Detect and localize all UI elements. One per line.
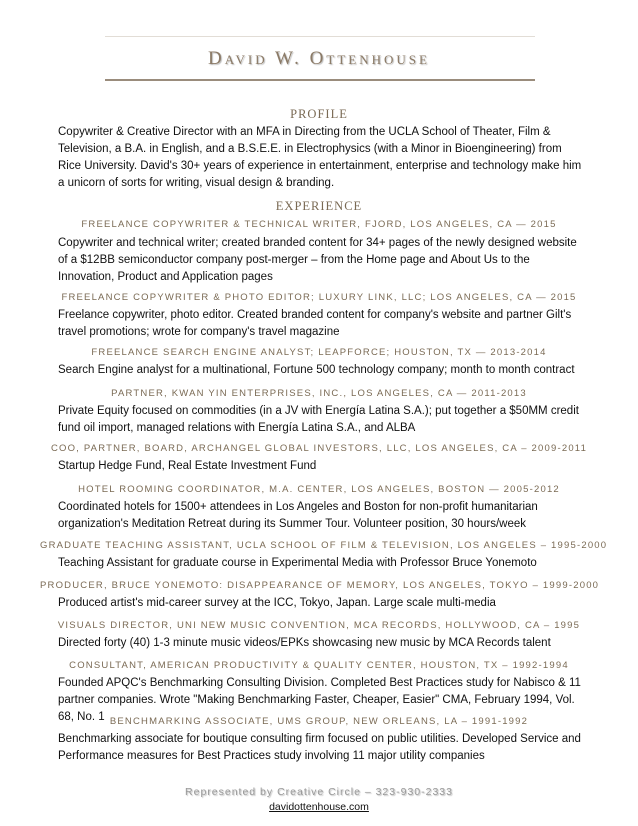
job-description: Teaching Assistant for graduate course in Experimental Media with Professor Bruce Yonemoto: [58, 557, 537, 569]
job-description: Search Engine analyst for a multinational, Fortune 500 technology company; month to month contract: [58, 364, 575, 376]
job-description: Produced artist's mid-career survey at the ICC, Tokyo, Japan. Large scale multi-media: [58, 597, 496, 609]
job-description: Copywriter and technical writer; created branded content for 34+ pages of the newly designed website of a $12BB semiconductor company post-merger – from the Home page and About Us to the Innovation, Product and Application pages: [58, 237, 577, 283]
job-title: FREELANCE COPYWRITER & PHOTO EDITOR; LUXURY LINK, LLC; LOS ANGELES, CA — 2015: [61, 292, 577, 303]
job-title: HOTEL ROOMING COORDINATOR, M.A. CENTER, LOS ANGELES, BOSTON — 2005-2012: [78, 484, 560, 495]
job-title: GRADUATE TEACHING ASSISTANT, UCLA SCHOOL OF FILM & TELEVISION, LOS ANGELES – 1995-2000: [40, 540, 608, 551]
representation-line: Represented by Creative Circle – 323-930-2333: [185, 786, 453, 798]
job-description: Founded APQC's Benchmarking Consulting Division. Completed Best Practices study for Nabisco & 11 partner companies. Wrote "Making Benchmarking Faster, Cheaper, Easier" CMA, February 1994, Vol. 68, No. 1: [58, 677, 581, 723]
job-title: PARTNER, KWAN YIN ENTERPRISES, INC., LOS ANGELES, CA — 2011-2013: [111, 388, 527, 399]
job-title: PRODUCER, BRUCE YONEMOTO: DISAPPEARANCE OF MEMORY, LOS ANGELES, TOKYO – 1999-2000: [40, 580, 600, 591]
job-description: Private Equity focused on commodities (in a JV with Energía Latina S.A.); put together a $50MM credit fund oil import, managed relations with Energía Latina S.A., and ALBA: [58, 405, 579, 434]
job-title: FREELANCE SEARCH ENGINE ANALYST; LEAPFORCE; HOUSTON, TX — 2013-2014: [91, 347, 547, 358]
job-description: Freelance copywriter, photo editor. Created branded content for company's website and partner Gilt's travel promotions; wrote for company's travel magazine: [58, 309, 572, 338]
resume-name: David W. Ottenhouse: [208, 48, 430, 69]
experience-heading: EXPERIENCE: [275, 199, 363, 213]
job-title: COO, PARTNER, BOARD, ARCHANGEL GLOBAL INVESTORS, LLC, LOS ANGELES, CA – 2009-2011: [50, 443, 588, 454]
job-title: FREELANCE COPYWRITER & TECHNICAL WRITER, FJORD, LOS ANGELES, CA — 2015: [81, 219, 557, 230]
job-description: Directed forty (40) 1-3 minute music videos/EPKs showcasing new music by MCA Records talent: [58, 637, 551, 649]
job-description: Startup Hedge Fund, Real Estate Investment Fund: [58, 460, 317, 472]
website-link[interactable]: davidottenhouse.com: [269, 801, 369, 813]
job-description: Benchmarking associate for boutique consulting firm focused on public utilities. Developed Service and Performance measures for Best Practices study involving 11 major utility companies: [58, 733, 581, 762]
job-description: Coordinated hotels for 1500+ attendees in Los Angeles and Boston for non-profit humanitarian organization's Meditation Retreat during its Summer Tour. Volunteer position, 30 hours/week: [58, 501, 538, 530]
profile-text: Copywriter & Creative Director with an MFA in Directing from the UCLA School of Theater, Film & Television, a B.A. in English, and a B.S.E.E. in Electrophysics (with a Minor in Bioengineering) from Rice University. David's 30+ years of experience in entertainment, enterprise and technology make him a unicorn of sorts for writing, visual design & branding.: [58, 126, 582, 189]
website-footer: [0, 801, 638, 813]
job-title: CONSULTANT, AMERICAN PRODUCTIVITY & QUALITY CENTER, HOUSTON, TX – 1992-1994: [69, 660, 569, 671]
name-underline: [105, 79, 535, 81]
top-divider: [105, 36, 535, 37]
profile-heading: PROFILE: [290, 107, 348, 121]
job-title: VISUALS DIRECTOR, UNI NEW MUSIC CONVENTION, MCA RECORDS, HOLLYWOOD, CA – 1995: [57, 620, 581, 631]
job-title: BENCHMARKING ASSOCIATE, UMS GROUP, NEW ORLEANS, LA – 1991-1992: [109, 716, 529, 727]
